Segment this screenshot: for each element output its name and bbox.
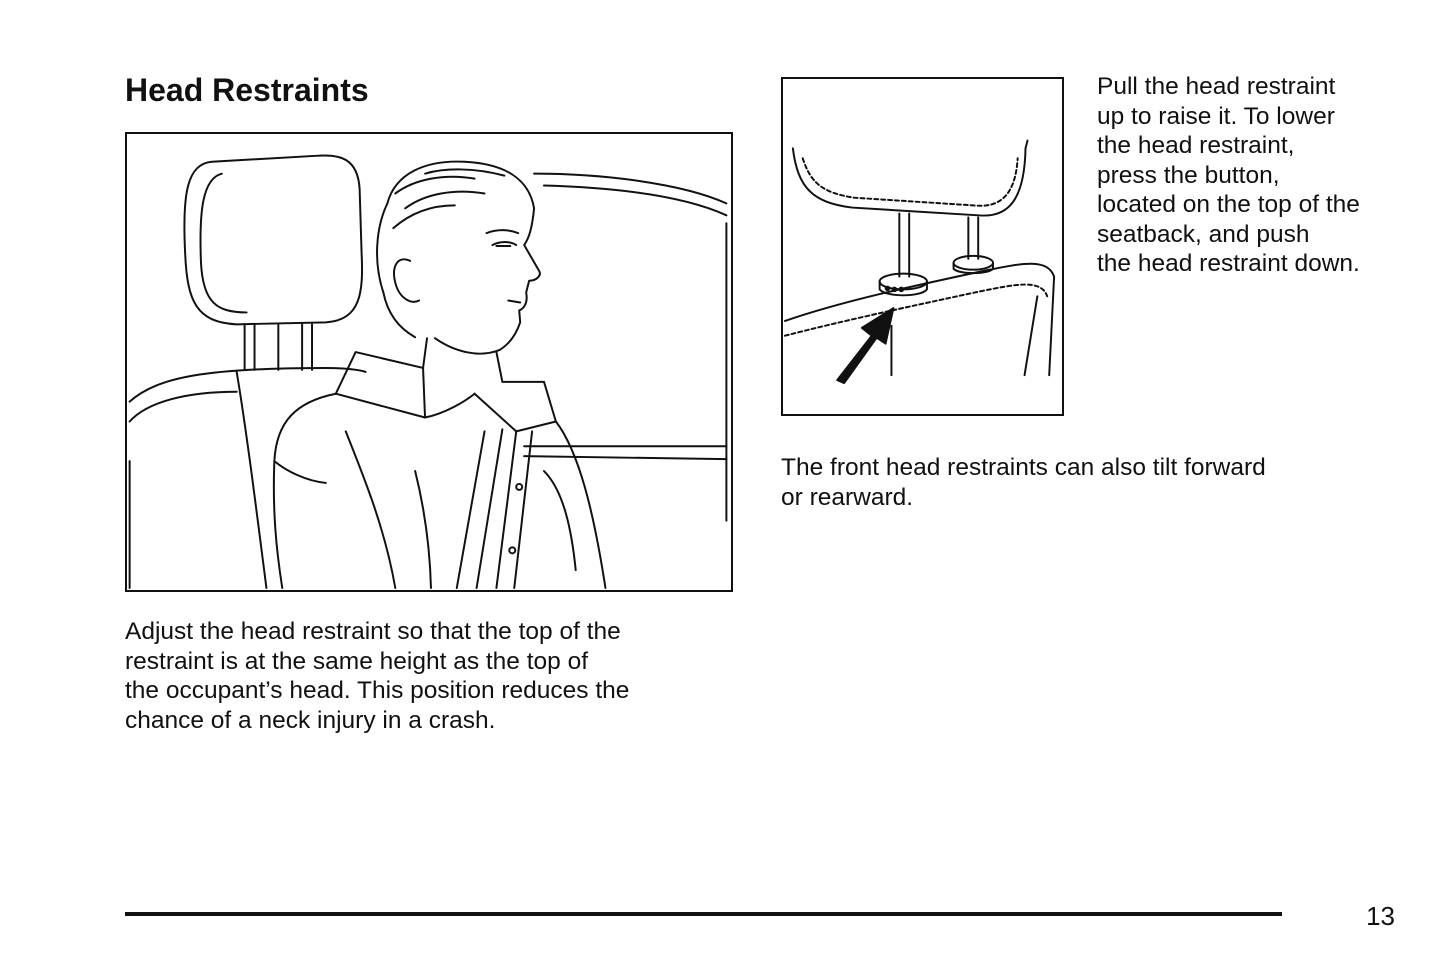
page-heading: Head Restraints [125,72,369,108]
text-line: The front head restraints can also tilt forward [781,454,1266,481]
text-line: restraint is at the same height as the top of [125,647,589,675]
text-line: the head restraint down. [1097,250,1360,277]
tilt-info-text [781,453,1266,512]
pull-instructions-text [1097,72,1360,279]
text-line: or rearward. [781,483,914,511]
page-number: 13 [1366,901,1395,931]
text-line: Pull the head restraint [1097,73,1336,100]
text-line: press the button, [1097,161,1280,189]
text-line: the head restraint, [1097,132,1295,159]
head-restraint-button-illustration [781,77,1064,416]
occupant-head-restraint-illustration [125,132,733,592]
footer-rule [125,912,1282,916]
text-line: located on the top of the [1097,191,1360,218]
text-line: the occupant’s head. This position reduces the [125,677,630,704]
text-line: seatback, and push [1097,220,1310,248]
text-line: Adjust the head restraint so that the top of the [125,618,621,645]
text-line: chance of a neck injury in a crash. [125,706,496,734]
text-line: up to raise it. To lower [1097,102,1335,130]
adjust-instructions-text [125,617,629,735]
